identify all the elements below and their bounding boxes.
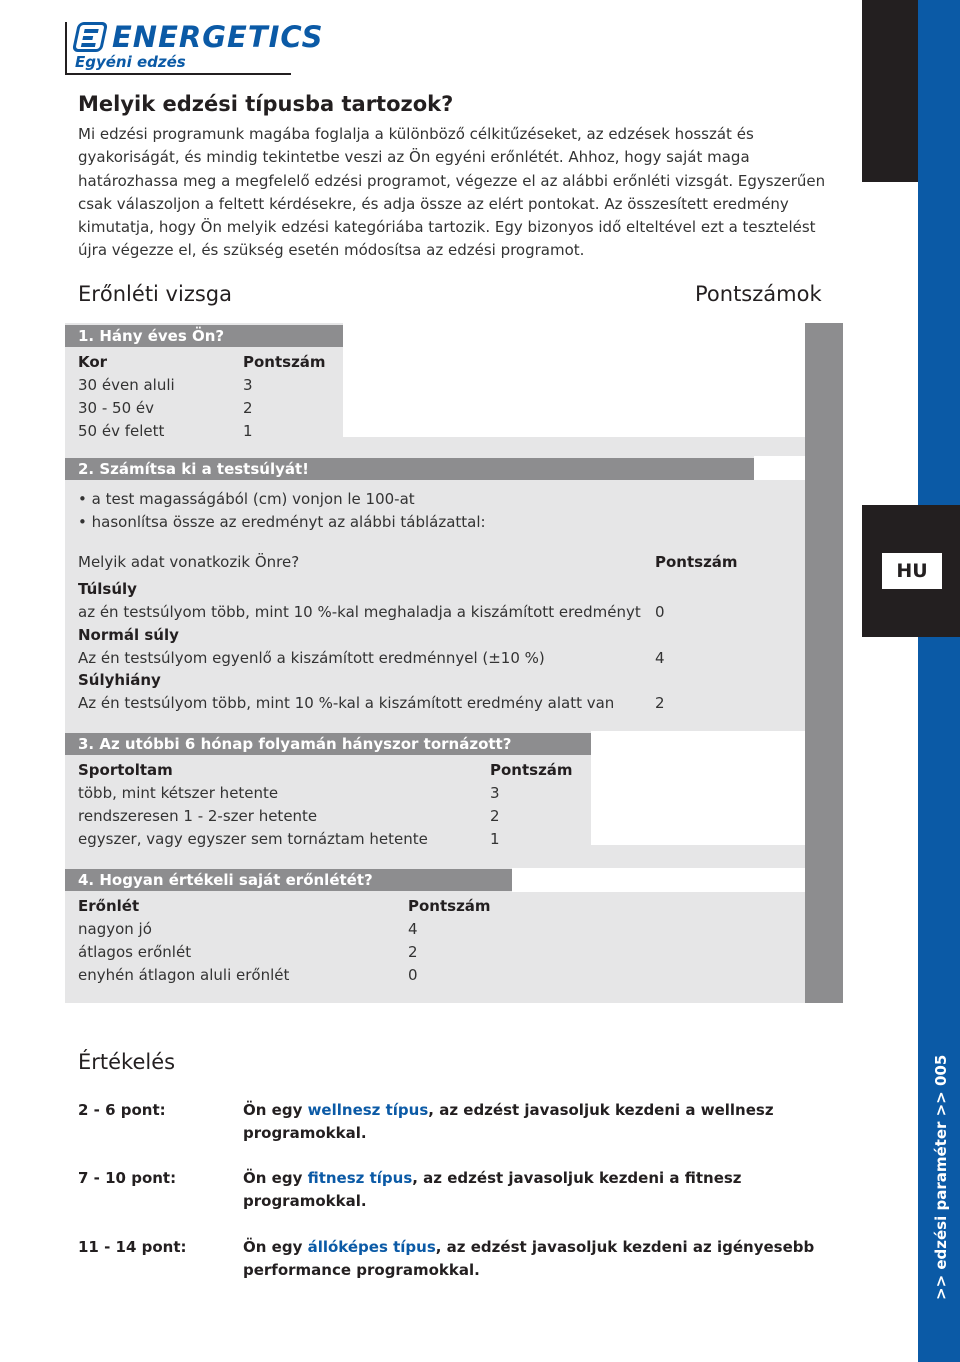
q2-group-points: 4 [655,649,665,667]
type-highlight: fitnesz típus [307,1169,413,1187]
energetics-logo-icon [72,22,108,52]
evaluation-result: Ön egy fitnesz típus, az edzést javasoljuk kezdeni a fitnesz programokkal. [243,1169,742,1210]
q2-question: Melyik adat vonatkozik Önre? [78,553,300,571]
q3-white-area [591,731,805,845]
header-rule [65,73,291,75]
q1-option-label: 30 - 50 év [78,399,154,417]
q2-group-text: Az én testsúlyom egyenlő a kiszámított eredménnyel (±10 %) [78,649,545,667]
brand-name: ENERGETICS [112,20,324,54]
q4-option-label: átlagos erőnlét [78,943,192,961]
q1-heading: 1. Hány éves Ön? [65,325,343,347]
q2-white-area [754,456,805,480]
language-label: HU [882,553,942,589]
q4-option-points: 0 [408,966,418,984]
q3-col-label: Sportoltam [78,761,173,779]
evaluation-result: Ön egy állóképes típus, az edzést javasoljuk kezdeni az igényesebb performance programokkal. [243,1238,815,1279]
q1-col-points: Pontszám [243,353,326,371]
q4-option-points: 4 [408,920,418,938]
q4-col-points: Pontszám [408,897,491,915]
top-black-tab [862,0,918,182]
q2-bullet: • a test magasságából (cm) vonjon le 100-at [78,490,415,508]
q4-heading: 4. Hogyan értékeli saját erőnlétét? [65,869,512,891]
evaluation-title: Értékelés [78,1050,176,1074]
q2-group-points: 0 [655,603,665,621]
intro-paragraph: Mi edzési programunk magába foglalja a különböző célkitűzéseket, az edzések hosszát és gyakoriságát, és mindig tekintetbe veszi az Ön egyéni erőnlétét. Ahhoz, hogy saját maga határozhassa meg a megfelelő edzési programot, végezze el az alábbi erőnléti vizsgát. Egyszerűen csak válaszoljon a feltett kérdésekre, és adja össze az elért pontokat. Az összesített eredmény kimutatja, hogy Ön melyik edzési kategóriába tartozik. Egy bizonyos idő elteltével ezt a tesztelést újra végezze el, és szükség esetén módosítsa az edzési programot. [78,125,826,260]
q1-col-label: Kor [78,353,108,371]
evaluation-range: 7 - 10 pont: [78,1169,177,1187]
q1-option-label: 30 éven aluli [78,376,175,394]
type-highlight: wellnesz típus [307,1101,429,1119]
page-title: Melyik edzési típusba tartozok? [78,92,454,116]
q2-group-title: Túlsúly [78,580,137,598]
q1-option-points: 2 [243,399,253,417]
evaluation-result: Ön egy wellnesz típus, az edzést javasoljuk kezdeni a wellnesz programokkal. [243,1101,774,1142]
q2-col-points: Pontszám [655,553,738,571]
logo-divider [65,22,67,75]
q2-group-points: 2 [655,694,665,712]
score-column [805,323,843,1003]
q3-heading: 3. Az utóbbi 6 hónap folyamán hányszor tornázott? [65,733,591,755]
q3-option-label: egyszer, vagy egyszer sem tornáztam hetente [78,830,428,848]
q4-white-area [512,868,805,892]
section-vertical-label: >> edzési paraméter >> 005 [932,1054,950,1300]
q3-option-points: 3 [490,784,500,802]
q4-option-label: nagyon jó [78,920,152,938]
q2-group-text: Az én testsúlyom több, mint 10 %-kal a kiszámított eredmény alatt van [78,694,615,712]
q1-option-points: 3 [243,376,253,394]
q2-group-text: az én testsúlyom több, mint 10 %-kal meghaladja a kiszámított eredményt [78,603,641,621]
type-highlight: állóképes típus [307,1238,436,1256]
q4-col-label: Erőnlét [78,897,140,915]
q3-col-points: Pontszám [490,761,573,779]
q3-option-points: 2 [490,807,500,825]
test-title: Erőnléti vizsga [78,282,232,306]
q1-option-points: 1 [243,422,253,440]
q1-white-area [343,323,805,437]
q3-option-label: több, mint kétszer hetente [78,784,279,802]
scores-title: Pontszámok [695,282,822,306]
q2-bullet: • hasonlítsa össze az eredményt az alábbi táblázattal: [78,513,486,531]
q3-option-points: 1 [490,830,500,848]
q3-option-label: rendszeresen 1 - 2-szer hetente [78,807,318,825]
q2-group-title: Súlyhiány [78,671,161,689]
q4-option-label: enyhén átlagon aluli erőnlét [78,966,290,984]
brand-subtitle: Egyéni edzés [75,53,186,71]
q4-option-points: 2 [408,943,418,961]
evaluation-range: 2 - 6 pont: [78,1101,166,1119]
q2-group-title: Normál súly [78,626,179,644]
q2-heading: 2. Számítsa ki a testsúlyát! [65,458,754,480]
q1-option-label: 50 év felett [78,422,165,440]
evaluation-range: 11 - 14 pont: [78,1238,187,1256]
